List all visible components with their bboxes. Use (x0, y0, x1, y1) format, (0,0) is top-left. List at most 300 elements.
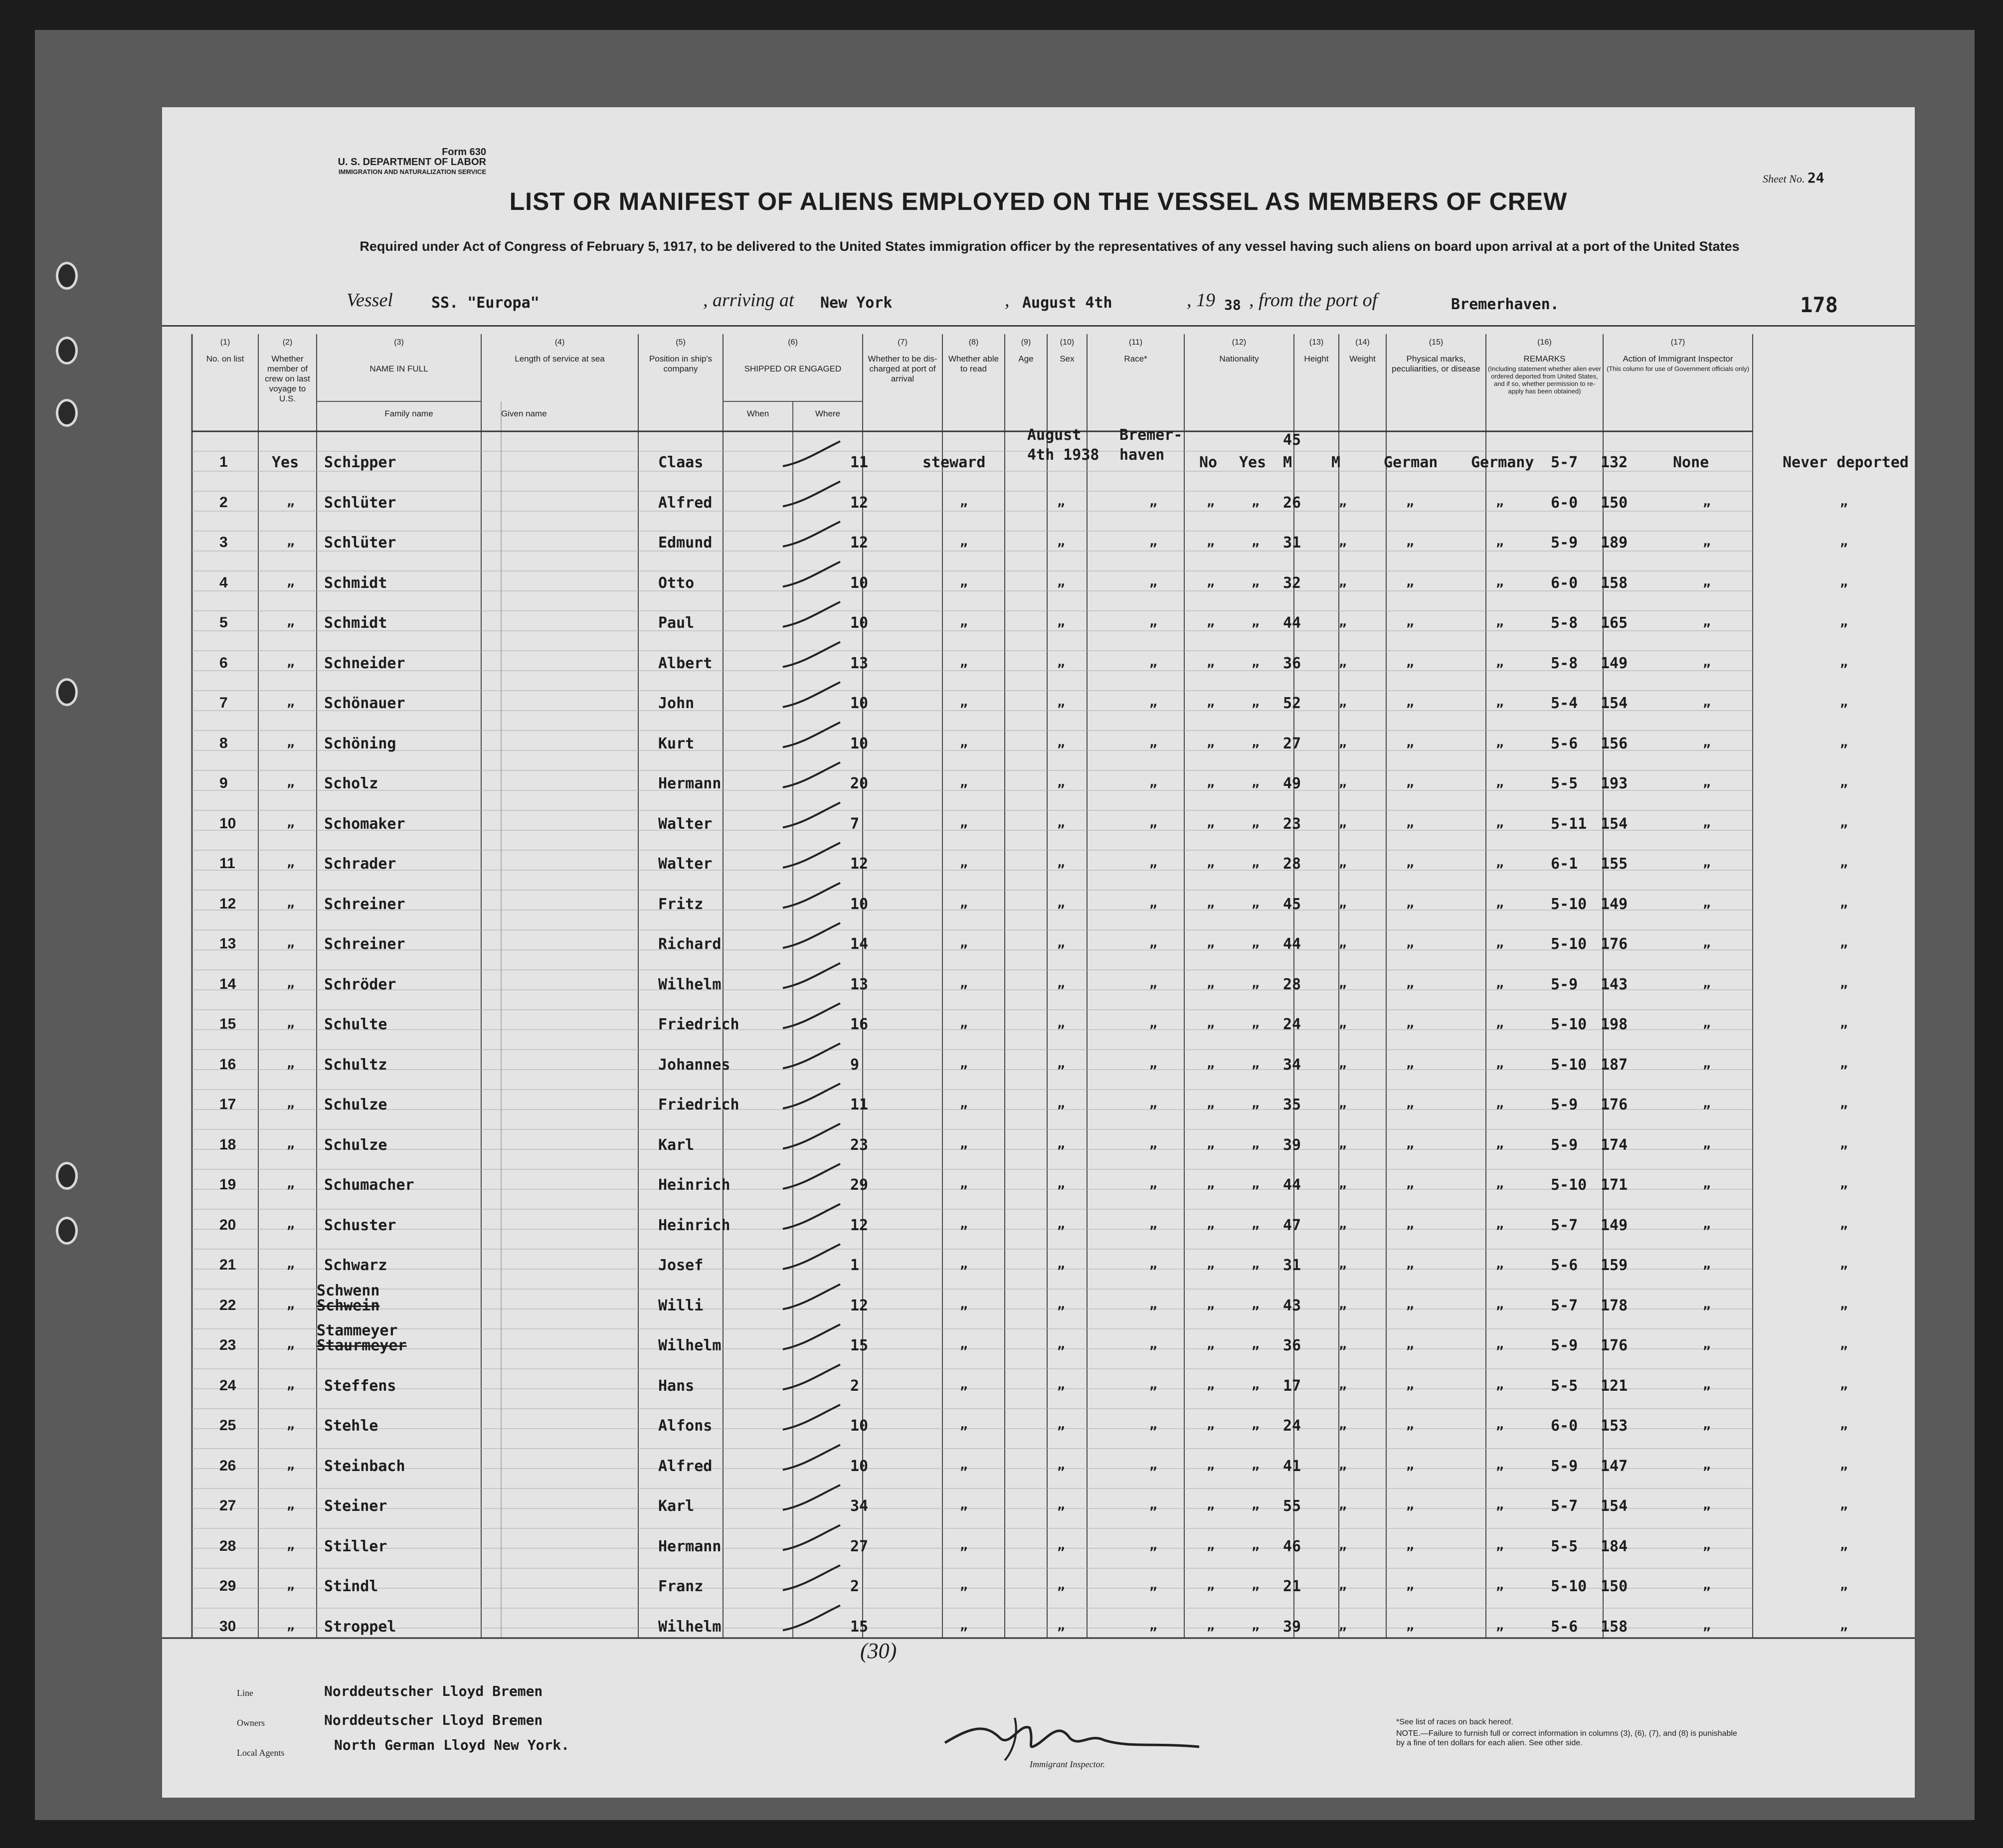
column-number: (11) (1128, 338, 1143, 347)
service-length: 12 (850, 534, 869, 552)
position-ditto: „ (960, 1096, 968, 1111)
marks-ditto: „ (1703, 695, 1711, 710)
nationality-ditto: „ (1496, 1296, 1504, 1312)
when-ditto: „ (1057, 775, 1065, 790)
voyage-ditto: „ (287, 534, 295, 549)
column-number: (13) (1309, 338, 1324, 347)
service-length: 20 (850, 775, 869, 792)
voyage-ditto: „ (287, 975, 295, 991)
weight: 189 (1601, 534, 1628, 552)
when-ditto: „ (1057, 1257, 1065, 1272)
shipped-when: August (1027, 426, 1082, 444)
position-ditto: „ (960, 975, 968, 991)
nationality-ditto: „ (1496, 815, 1504, 830)
tick-mark (783, 923, 840, 948)
column-header: Weight (1349, 354, 1376, 364)
service-length: 10 (850, 574, 869, 592)
voyage-ditto: „ (287, 1537, 295, 1553)
binder-hole (56, 337, 78, 365)
weight: 178 (1601, 1296, 1628, 1314)
where-ditto: „ (1149, 1296, 1157, 1312)
height: 5-9 (1551, 1136, 1578, 1154)
column-header: Whether to be dis-charged at port of arrival (868, 354, 937, 383)
discharged-ditto: „ (1207, 1176, 1215, 1191)
service-length: 10 (850, 1417, 869, 1435)
column-note: (This column for use of Government officials only) (1607, 365, 1749, 372)
total-count-note: (30) (860, 1639, 897, 1663)
service-length: 10 (850, 614, 869, 632)
tick-mark (783, 562, 840, 587)
from-port-label: , from the port of (1249, 290, 1378, 311)
position-ditto: „ (960, 1537, 968, 1553)
race-ditto: „ (1406, 1056, 1414, 1071)
given-name: Kurt (658, 735, 695, 752)
service-length: 10 (850, 695, 869, 712)
where-ditto: „ (1149, 695, 1157, 710)
marks-ditto: „ (1703, 1618, 1711, 1633)
vessel-name: SS. "Europa" (431, 294, 540, 312)
voyage-ditto: „ (287, 494, 295, 509)
when-ditto: „ (1057, 935, 1065, 950)
where-ditto: „ (1149, 1096, 1157, 1111)
remarks-ditto: „ (1840, 855, 1848, 870)
read-ditto: „ (1252, 695, 1260, 710)
remarks-ditto: „ (1840, 1497, 1848, 1512)
height: 6-0 (1551, 494, 1578, 512)
age: 21 (1283, 1578, 1301, 1595)
when-ditto: „ (1057, 975, 1065, 991)
discharged-ditto: „ (1207, 654, 1215, 670)
remarks-ditto: „ (1840, 695, 1848, 710)
discharged-ditto: „ (1207, 1257, 1215, 1272)
position-ditto: „ (960, 1497, 968, 1512)
position-ditto: „ (960, 1136, 968, 1151)
age: 35 (1283, 1096, 1301, 1113)
where-ditto: „ (1149, 494, 1157, 509)
age: 44 (1283, 935, 1301, 953)
marks-ditto: „ (1703, 1056, 1711, 1071)
marks-ditto: „ (1703, 574, 1711, 589)
weight: 150 (1601, 494, 1628, 512)
when-ditto: „ (1057, 1457, 1065, 1473)
position-ditto: „ (960, 574, 968, 589)
family-name: Schuster (324, 1216, 396, 1234)
where-ditto: „ (1149, 614, 1157, 629)
family-name: Schomaker (324, 815, 405, 833)
voyage-ditto: „ (287, 1016, 295, 1031)
race-ditto: „ (1406, 1296, 1414, 1312)
given-name: Wilhelm (658, 975, 722, 993)
race-ditto: „ (1406, 1216, 1414, 1232)
sex-ditto: „ (1339, 494, 1347, 509)
race-note: *See list of races on back hereof. (1396, 1718, 1513, 1726)
given-name: Richard (658, 935, 722, 953)
column-number: (16) (1537, 338, 1552, 347)
where-ditto: „ (1149, 775, 1157, 790)
column-header: SHIPPED OR ENGAGED (744, 364, 842, 373)
agents-value: North German Lloyd New York. (334, 1737, 570, 1753)
comma-separator: , (1005, 290, 1010, 311)
age: 39 (1283, 1618, 1301, 1636)
where-ditto: „ (1149, 1417, 1157, 1432)
position: steward (922, 454, 986, 471)
service-length: 11 (850, 1096, 869, 1113)
sheet-number: 24 (1807, 170, 1824, 186)
voyage-ditto: „ (287, 695, 295, 710)
given-name: John (658, 695, 695, 712)
nationality-ditto: „ (1496, 1257, 1504, 1272)
where-ditto: „ (1149, 1337, 1157, 1352)
race-ditto: „ (1406, 1337, 1414, 1352)
page-title: LIST OR MANIFEST OF ALIENS EMPLOYED ON THE VESSEL AS MEMBERS OF CREW (509, 187, 1568, 215)
sex-ditto: „ (1339, 1096, 1347, 1111)
height: 5-10 (1551, 1016, 1587, 1033)
family-name: Scholz (324, 775, 378, 792)
sex-ditto: „ (1339, 1016, 1347, 1031)
tick-mark (783, 1324, 840, 1349)
row-number: 28 (219, 1537, 236, 1554)
remarks-ditto: „ (1840, 1417, 1848, 1432)
column-number: (10) (1060, 338, 1075, 347)
family-name: Schöning (324, 735, 396, 752)
read-ditto: „ (1252, 1096, 1260, 1111)
binder-hole (56, 262, 78, 290)
given-name: Karl (658, 1497, 695, 1515)
sex-ditto: „ (1339, 935, 1347, 950)
remarks-ditto: „ (1840, 735, 1848, 750)
when-ditto: „ (1057, 1497, 1065, 1512)
column-number: (14) (1355, 338, 1370, 347)
nationality-ditto: „ (1496, 1056, 1504, 1071)
read-ditto: „ (1252, 1257, 1260, 1272)
age: 36 (1283, 654, 1301, 672)
remarks-ditto: „ (1840, 1096, 1848, 1111)
marks-ditto: „ (1703, 654, 1711, 670)
weight: 155 (1601, 855, 1628, 873)
sex-ditto: „ (1339, 775, 1347, 790)
when-ditto: „ (1057, 1096, 1065, 1111)
remarks-ditto: „ (1840, 614, 1848, 629)
service-length: 12 (850, 855, 869, 873)
race-ditto: „ (1406, 614, 1414, 629)
nationality-ditto: „ (1496, 775, 1504, 790)
race-ditto: „ (1406, 735, 1414, 750)
when-ditto: „ (1057, 1016, 1065, 1031)
read-ditto: „ (1252, 1016, 1260, 1031)
column-header: Nationality (1219, 354, 1259, 364)
when-ditto: „ (1057, 695, 1065, 710)
voyage-ditto: „ (287, 935, 295, 950)
weight: 176 (1601, 1096, 1628, 1113)
when-ditto: „ (1057, 1377, 1065, 1392)
tick-mark (783, 482, 840, 507)
sex-ditto: „ (1339, 1377, 1347, 1392)
row-number: 13 (219, 935, 236, 952)
weight: 193 (1601, 775, 1628, 792)
age: 28 (1283, 975, 1301, 993)
marks-ditto: „ (1703, 1216, 1711, 1232)
race-ditto: „ (1406, 654, 1414, 670)
age: 55 (1283, 1497, 1301, 1515)
when-ditto: „ (1057, 1618, 1065, 1633)
sex-ditto: „ (1339, 574, 1347, 589)
sex-ditto: „ (1339, 895, 1347, 911)
discharged-ditto: „ (1207, 895, 1215, 911)
read-ditto: „ (1252, 1176, 1260, 1191)
service-length: 29 (850, 1176, 869, 1194)
read-ditto: „ (1252, 1497, 1260, 1512)
when-ditto: „ (1057, 654, 1065, 670)
remarks-ditto: „ (1840, 1136, 1848, 1151)
position-ditto: „ (960, 1377, 968, 1392)
family-name: Schreiner (324, 935, 405, 953)
voyage-ditto: „ (287, 1056, 295, 1071)
row-number: 9 (219, 775, 228, 791)
where-ditto: „ (1149, 735, 1157, 750)
tick-mark (783, 602, 840, 627)
when-ditto: „ (1057, 1337, 1065, 1352)
race-ditto: „ (1406, 494, 1414, 509)
weight: 154 (1601, 1497, 1628, 1515)
discharged-ditto: „ (1207, 735, 1215, 750)
discharged-ditto: „ (1207, 1016, 1215, 1031)
nationality-ditto: „ (1496, 574, 1504, 589)
tick-mark (783, 1204, 840, 1229)
weight: 143 (1601, 975, 1628, 993)
position-ditto: „ (960, 534, 968, 549)
service-length: 16 (850, 1016, 869, 1033)
age: 44 (1283, 1176, 1301, 1194)
family-name: Stindl (324, 1578, 378, 1595)
nationality-ditto: „ (1496, 1337, 1504, 1352)
age: 24 (1283, 1016, 1301, 1033)
column-header: Position in ship's company (649, 354, 713, 373)
row-number: 27 (219, 1497, 236, 1514)
service-length: 9 (850, 1056, 860, 1074)
position-ditto: „ (960, 815, 968, 830)
position-ditto: „ (960, 855, 968, 870)
column-subheader: Given name (501, 409, 547, 418)
position-ditto: „ (960, 1457, 968, 1473)
given-name: Otto (658, 574, 695, 592)
column-header: Length of service at sea (515, 354, 605, 364)
sex-ditto: „ (1339, 1176, 1347, 1191)
column-header: Action of Immigrant Inspector (1623, 354, 1733, 364)
height: 6-1 (1551, 855, 1578, 873)
sex-ditto: „ (1339, 1618, 1347, 1633)
column-number: (12) (1232, 338, 1247, 347)
page-number: 178 (1800, 293, 1838, 317)
race-ditto: „ (1406, 1417, 1414, 1432)
voyage-ditto: „ (287, 1377, 295, 1392)
row-number: 22 (219, 1296, 236, 1313)
race-ditto: „ (1406, 815, 1414, 830)
age: 26 (1283, 494, 1301, 512)
family-name: Schröder (324, 975, 396, 993)
remarks-ditto: „ (1840, 975, 1848, 991)
weight: 176 (1601, 1337, 1628, 1354)
inspector-label: Immigrant Inspector. (1030, 1759, 1105, 1769)
read-ditto: „ (1252, 614, 1260, 629)
tick-mark (783, 843, 840, 868)
sex-ditto: „ (1339, 1136, 1347, 1151)
marks-ditto: „ (1703, 1176, 1711, 1191)
remarks-ditto: „ (1840, 1216, 1848, 1232)
age: 52 (1283, 695, 1301, 712)
row-number: 10 (219, 815, 236, 832)
nationality-ditto: „ (1496, 935, 1504, 950)
when-ditto: „ (1057, 494, 1065, 509)
age: 43 (1283, 1296, 1301, 1314)
line-label: Line (237, 1688, 253, 1698)
marks-ditto: „ (1703, 1296, 1711, 1312)
age: 45 (1283, 895, 1301, 913)
voyage-ditto: „ (287, 735, 295, 750)
discharged-ditto: „ (1207, 534, 1215, 549)
sex-ditto: „ (1339, 1257, 1347, 1272)
height: 5-9 (1551, 1096, 1578, 1113)
nationality-ditto: „ (1496, 534, 1504, 549)
height: 6-0 (1551, 1417, 1578, 1435)
height: 5-6 (1551, 1257, 1578, 1274)
remarks-ditto: „ (1840, 1537, 1848, 1553)
weight: 158 (1601, 1618, 1628, 1636)
height: 5-10 (1551, 1578, 1587, 1595)
discharged-ditto: „ (1207, 775, 1215, 790)
position-ditto: „ (960, 1176, 968, 1191)
row-number: 25 (219, 1417, 236, 1434)
voyage-ditto: „ (287, 1257, 295, 1272)
binder-hole (56, 399, 78, 427)
row-number: 30 (219, 1618, 236, 1635)
agents-label: Local Agents (237, 1748, 285, 1758)
height: 5-10 (1551, 895, 1587, 913)
height: 5-9 (1551, 1457, 1578, 1475)
discharged-ditto: „ (1207, 1136, 1215, 1151)
race-ditto: „ (1406, 1578, 1414, 1593)
given-name: Franz (658, 1578, 704, 1595)
marks-ditto: „ (1703, 735, 1711, 750)
row-number: 2 (219, 494, 228, 511)
discharged-ditto: „ (1207, 1618, 1215, 1633)
marks-ditto: „ (1703, 895, 1711, 911)
race-ditto: „ (1406, 1497, 1414, 1512)
family-name: Schulze (324, 1096, 387, 1113)
race-ditto: „ (1406, 695, 1414, 710)
column-header: Whether member of crew on last voyage to U.S. (265, 354, 310, 403)
family-name: Steiner (324, 1497, 387, 1515)
discharged-ditto: „ (1207, 1296, 1215, 1312)
family-name: Stehle (324, 1417, 378, 1435)
race-ditto: „ (1406, 534, 1414, 549)
weight: 153 (1601, 1417, 1628, 1435)
read-ditto: „ (1252, 1537, 1260, 1553)
discharged-ditto: „ (1207, 574, 1215, 589)
sheet-number-label: Sheet No. (1763, 173, 1805, 185)
age: 28 (1283, 855, 1301, 873)
discharged-ditto: „ (1207, 1216, 1215, 1232)
weight: 159 (1601, 1257, 1628, 1274)
nationality-ditto: „ (1496, 1216, 1504, 1232)
weight: 154 (1601, 815, 1628, 833)
binder-hole (56, 1162, 78, 1190)
where-ditto: „ (1149, 574, 1157, 589)
family-name: Schwenn (317, 1282, 380, 1299)
vessel-label: Vessel (347, 290, 393, 311)
marks-ditto: „ (1703, 1417, 1711, 1432)
read-ditto: „ (1252, 775, 1260, 790)
tick-mark (783, 1244, 840, 1269)
row-number: 23 (219, 1337, 236, 1353)
weight: 156 (1601, 735, 1628, 752)
nationality-ditto: „ (1496, 1417, 1504, 1432)
sex-ditto: „ (1339, 1337, 1347, 1352)
height: 5-9 (1551, 975, 1578, 993)
nationality-ditto: „ (1496, 1457, 1504, 1473)
able-to-read: Yes (1239, 454, 1267, 471)
page-subtitle: Required under Act of Congress of February 5, 1917, to be delivered to the United States immigration officer by the representatives of any vessel having such aliens on board upon arrival at a port of the United States (360, 239, 1740, 254)
where-ditto: „ (1149, 1176, 1157, 1191)
position-ditto: „ (960, 1216, 968, 1232)
column-header: Race* (1124, 354, 1147, 364)
discharged-ditto: „ (1207, 975, 1215, 991)
given-name: Willi (658, 1296, 704, 1314)
discharged-ditto: „ (1207, 1578, 1215, 1593)
when-ditto: „ (1057, 1417, 1065, 1432)
nationality-ditto: „ (1496, 1497, 1504, 1512)
position-ditto: „ (960, 1056, 968, 1071)
discharged-ditto: „ (1207, 1497, 1215, 1512)
where-ditto: „ (1149, 1618, 1157, 1633)
race-ditto: „ (1406, 1457, 1414, 1473)
service-length: 15 (850, 1337, 869, 1354)
given-name: Claas (658, 454, 704, 471)
column-number: (7) (898, 338, 908, 347)
when-ditto: „ (1057, 815, 1065, 830)
arriving-label: , arriving at (703, 290, 794, 311)
arrival-port: New York (820, 294, 893, 312)
service-length: 15 (850, 1618, 869, 1636)
sex-ditto: „ (1339, 654, 1347, 670)
tick-mark (783, 762, 840, 787)
service-length: 7 (850, 815, 860, 833)
remarks-ditto: „ (1840, 1056, 1848, 1071)
race-ditto: „ (1406, 1016, 1414, 1031)
column-subheader: When (746, 409, 769, 418)
marks-ditto: „ (1703, 1377, 1711, 1392)
tick-mark (783, 1365, 840, 1390)
column-number: (2) (282, 338, 293, 347)
age: 17 (1283, 1377, 1301, 1395)
where-ditto: „ (1149, 1257, 1157, 1272)
weight: 121 (1601, 1377, 1628, 1395)
given-name: Alfons (658, 1417, 713, 1435)
position-ditto: „ (960, 695, 968, 710)
marks-ditto: „ (1703, 815, 1711, 830)
position-ditto: „ (960, 1417, 968, 1432)
marks-ditto: „ (1703, 1136, 1711, 1151)
family-name: Schmidt (324, 574, 387, 592)
column-number: (4) (554, 338, 565, 347)
service-length: 14 (850, 935, 869, 953)
where-ditto: „ (1149, 1457, 1157, 1473)
remarks-ditto: „ (1840, 534, 1848, 549)
column-header: Height (1304, 354, 1329, 364)
voyage-ditto: „ (287, 1578, 295, 1593)
discharged-ditto: „ (1207, 614, 1215, 629)
nationality-ditto: „ (1496, 1578, 1504, 1593)
row-number: 26 (219, 1457, 236, 1474)
